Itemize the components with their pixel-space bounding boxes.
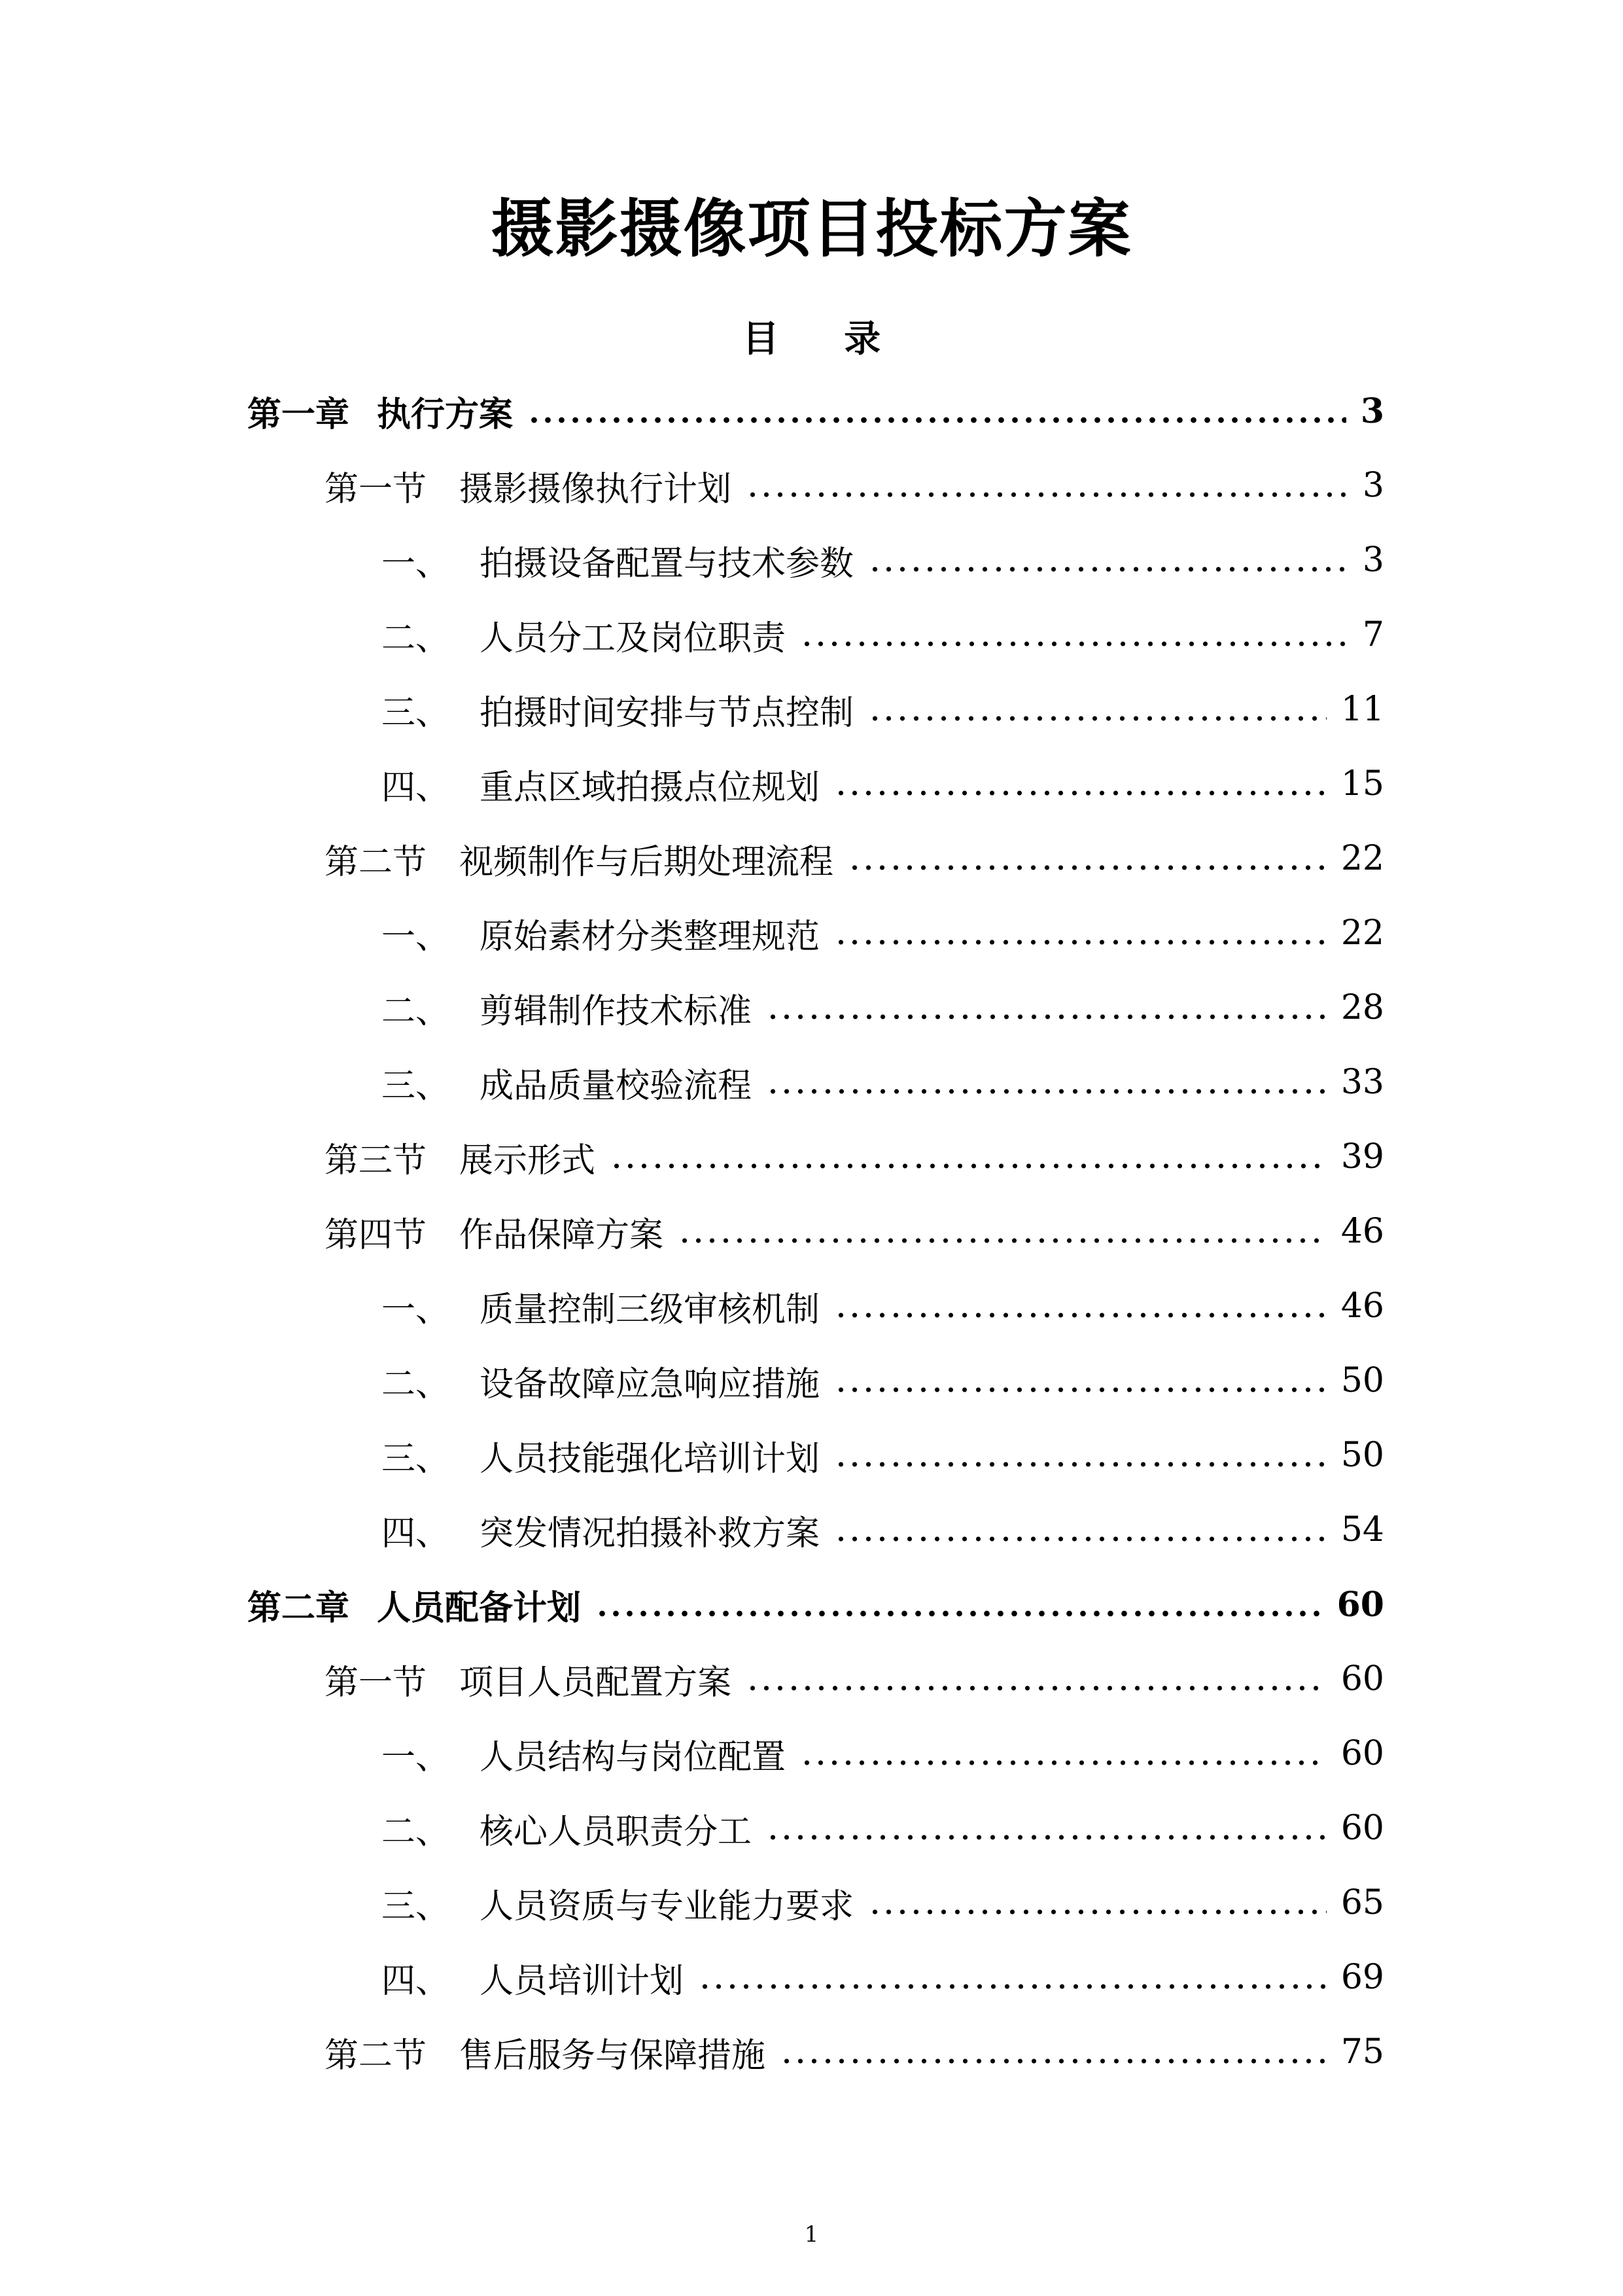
dot-leader bbox=[834, 939, 1327, 945]
toc-entry-page: 46 bbox=[1340, 1212, 1384, 1251]
toc-entry-page: 54 bbox=[1340, 1510, 1384, 1549]
dot-leader bbox=[527, 417, 1346, 423]
toc-entry-page: 60 bbox=[1340, 1659, 1384, 1699]
toc-entry[interactable] bbox=[381, 534, 1384, 586]
dot-leader bbox=[746, 1685, 1327, 1691]
toc-entry[interactable] bbox=[381, 1877, 1384, 1929]
dot-leader bbox=[868, 1909, 1327, 1915]
toc-entry-page: 65 bbox=[1340, 1883, 1384, 1922]
toc-entry[interactable] bbox=[324, 832, 1384, 885]
toc-entry-number: 二、 bbox=[381, 1812, 450, 1852]
toc-entry[interactable] bbox=[381, 683, 1384, 735]
toc-entry-page: 22 bbox=[1340, 839, 1384, 878]
page-number: 1 bbox=[804, 2221, 819, 2248]
toc-entry[interactable] bbox=[381, 609, 1384, 661]
toc-entry[interactable] bbox=[381, 1280, 1384, 1332]
dot-leader bbox=[780, 2058, 1327, 2064]
toc-entry-number: 四、 bbox=[381, 1961, 450, 2001]
toc-entry-number: 第四节 bbox=[324, 1215, 427, 1255]
toc-entry-title: 项目人员配置方案 bbox=[459, 1663, 732, 1703]
toc-heading: 目 录 bbox=[742, 317, 907, 361]
toc-entry-number: 一、 bbox=[381, 544, 450, 584]
toc-entry-number: 第一节 bbox=[324, 469, 427, 509]
toc-entry-title: 作品保障方案 bbox=[459, 1215, 664, 1255]
toc-entry[interactable] bbox=[381, 1056, 1384, 1108]
toc-entry-number: 第二节 bbox=[324, 2036, 427, 2075]
toc-entry[interactable] bbox=[381, 1429, 1384, 1481]
toc-entry[interactable] bbox=[247, 385, 1384, 437]
dot-leader bbox=[834, 790, 1327, 796]
toc-entry[interactable] bbox=[381, 1727, 1384, 1780]
toc-entry-page: 3 bbox=[1362, 466, 1384, 505]
toc-entry-title: 突发情况拍摄补救方案 bbox=[480, 1513, 820, 1553]
toc-entry-title: 人员结构与岗位配置 bbox=[480, 1737, 786, 1777]
toc-entry[interactable] bbox=[381, 1354, 1384, 1407]
dot-leader bbox=[834, 1386, 1327, 1393]
toc-entry-number: 三、 bbox=[381, 1886, 450, 1926]
toc-entry-number: 四、 bbox=[381, 1513, 450, 1553]
toc-entry-title: 展示形式 bbox=[459, 1140, 596, 1180]
toc-entry-number: 第一节 bbox=[324, 1663, 427, 1703]
toc-entry-page: 60 bbox=[1336, 1584, 1384, 1625]
toc-entry[interactable] bbox=[381, 907, 1384, 959]
toc-entry-title: 执行方案 bbox=[377, 394, 514, 434]
toc-entry[interactable] bbox=[324, 1653, 1384, 1705]
toc-entry-page: 3 bbox=[1360, 391, 1384, 431]
toc-entry-title: 售后服务与保障措施 bbox=[459, 2036, 766, 2075]
toc-entry-page: 22 bbox=[1340, 913, 1384, 953]
dot-leader bbox=[766, 1014, 1327, 1020]
toc-entry[interactable] bbox=[324, 2026, 1384, 2078]
toc-entry-page: 15 bbox=[1340, 764, 1384, 804]
document-title: 摄影摄像项目投标方案 bbox=[491, 192, 1132, 266]
toc-entry-page: 60 bbox=[1340, 1734, 1384, 1773]
toc-entry-title: 拍摄时间安排与节点控制 bbox=[480, 693, 854, 733]
toc-entry-number: 一、 bbox=[381, 1737, 450, 1777]
toc-entry-page: 69 bbox=[1340, 1958, 1384, 1997]
dot-leader bbox=[595, 1610, 1323, 1617]
toc-entry[interactable] bbox=[381, 1504, 1384, 1556]
toc-entry[interactable] bbox=[381, 1802, 1384, 1854]
toc-entry-title: 剪辑制作技术标准 bbox=[480, 991, 752, 1031]
toc-entry[interactable] bbox=[324, 459, 1384, 512]
dot-leader bbox=[800, 1759, 1327, 1766]
toc-entry-number: 第一章 bbox=[247, 394, 350, 434]
toc-entry[interactable] bbox=[324, 1205, 1384, 1258]
toc-entry-number: 一、 bbox=[381, 917, 450, 957]
dot-leader bbox=[800, 641, 1348, 647]
toc-entry-number: 第二节 bbox=[324, 842, 427, 882]
toc-entry-title: 视频制作与后期处理流程 bbox=[459, 842, 834, 882]
toc-entry-title: 人员分工及岗位职责 bbox=[480, 618, 786, 658]
toc-entry-number: 第三节 bbox=[324, 1140, 427, 1180]
toc-entry-title: 拍摄设备配置与技术参数 bbox=[480, 544, 854, 584]
toc-entry-page: 50 bbox=[1340, 1436, 1384, 1475]
toc-entry[interactable] bbox=[324, 1131, 1384, 1183]
dot-leader bbox=[848, 864, 1327, 871]
toc-entry-page: 11 bbox=[1340, 690, 1384, 729]
toc-entry-number: 三、 bbox=[381, 1066, 450, 1106]
toc-entry-number: 二、 bbox=[381, 1364, 450, 1404]
toc-entry-number: 四、 bbox=[381, 768, 450, 807]
toc-entry-title: 摄影摄像执行计划 bbox=[459, 469, 732, 509]
toc-entry-page: 7 bbox=[1362, 615, 1384, 654]
toc-entry[interactable] bbox=[381, 758, 1384, 810]
dot-leader bbox=[868, 715, 1327, 722]
dot-leader bbox=[834, 1312, 1327, 1318]
toc-entry-title: 设备故障应急响应措施 bbox=[480, 1364, 820, 1404]
toc-entry-page: 50 bbox=[1340, 1361, 1384, 1400]
dot-leader bbox=[746, 491, 1348, 498]
toc-entry-number: 二、 bbox=[381, 991, 450, 1031]
toc-entry-title: 人员资质与专业能力要求 bbox=[480, 1886, 854, 1926]
toc-entry-page: 75 bbox=[1340, 2032, 1384, 2072]
dot-leader bbox=[610, 1163, 1327, 1169]
dot-leader bbox=[678, 1237, 1327, 1244]
toc-entry-title: 重点区域拍摄点位规划 bbox=[480, 768, 820, 807]
dot-leader bbox=[834, 1536, 1327, 1542]
toc-entry-number: 二、 bbox=[381, 618, 450, 658]
toc-entry[interactable] bbox=[381, 1951, 1384, 2004]
toc-entry-title: 人员技能强化培训计划 bbox=[480, 1439, 820, 1479]
toc-entry-page: 33 bbox=[1340, 1063, 1384, 1102]
toc-entry-number: 第二章 bbox=[247, 1587, 350, 1628]
toc-entry-title: 人员培训计划 bbox=[480, 1961, 684, 2001]
dot-leader bbox=[868, 566, 1348, 573]
toc-entry[interactable] bbox=[381, 981, 1384, 1034]
dot-leader bbox=[698, 1983, 1327, 1990]
toc-entry[interactable] bbox=[247, 1578, 1384, 1631]
toc-entry-number: 三、 bbox=[381, 1439, 450, 1479]
toc-entry-page: 46 bbox=[1340, 1286, 1384, 1326]
toc-entry-page: 3 bbox=[1362, 540, 1384, 580]
toc-entry-page: 28 bbox=[1340, 988, 1384, 1027]
toc-entry-title: 原始素材分类整理规范 bbox=[480, 917, 820, 957]
toc-entry-number: 三、 bbox=[381, 693, 450, 733]
toc-entry-page: 60 bbox=[1340, 1809, 1384, 1848]
toc-entry-title: 成品质量校验流程 bbox=[480, 1066, 752, 1106]
toc-entry-page: 39 bbox=[1340, 1137, 1384, 1176]
dot-leader bbox=[766, 1088, 1327, 1095]
toc-entry-title: 人员配备计划 bbox=[377, 1587, 582, 1628]
toc-entry-title: 质量控制三级审核机制 bbox=[480, 1290, 820, 1330]
dot-leader bbox=[834, 1461, 1327, 1468]
toc-entry-number: 一、 bbox=[381, 1290, 450, 1330]
toc-entry-title: 核心人员职责分工 bbox=[480, 1812, 752, 1852]
dot-leader bbox=[766, 1834, 1327, 1841]
